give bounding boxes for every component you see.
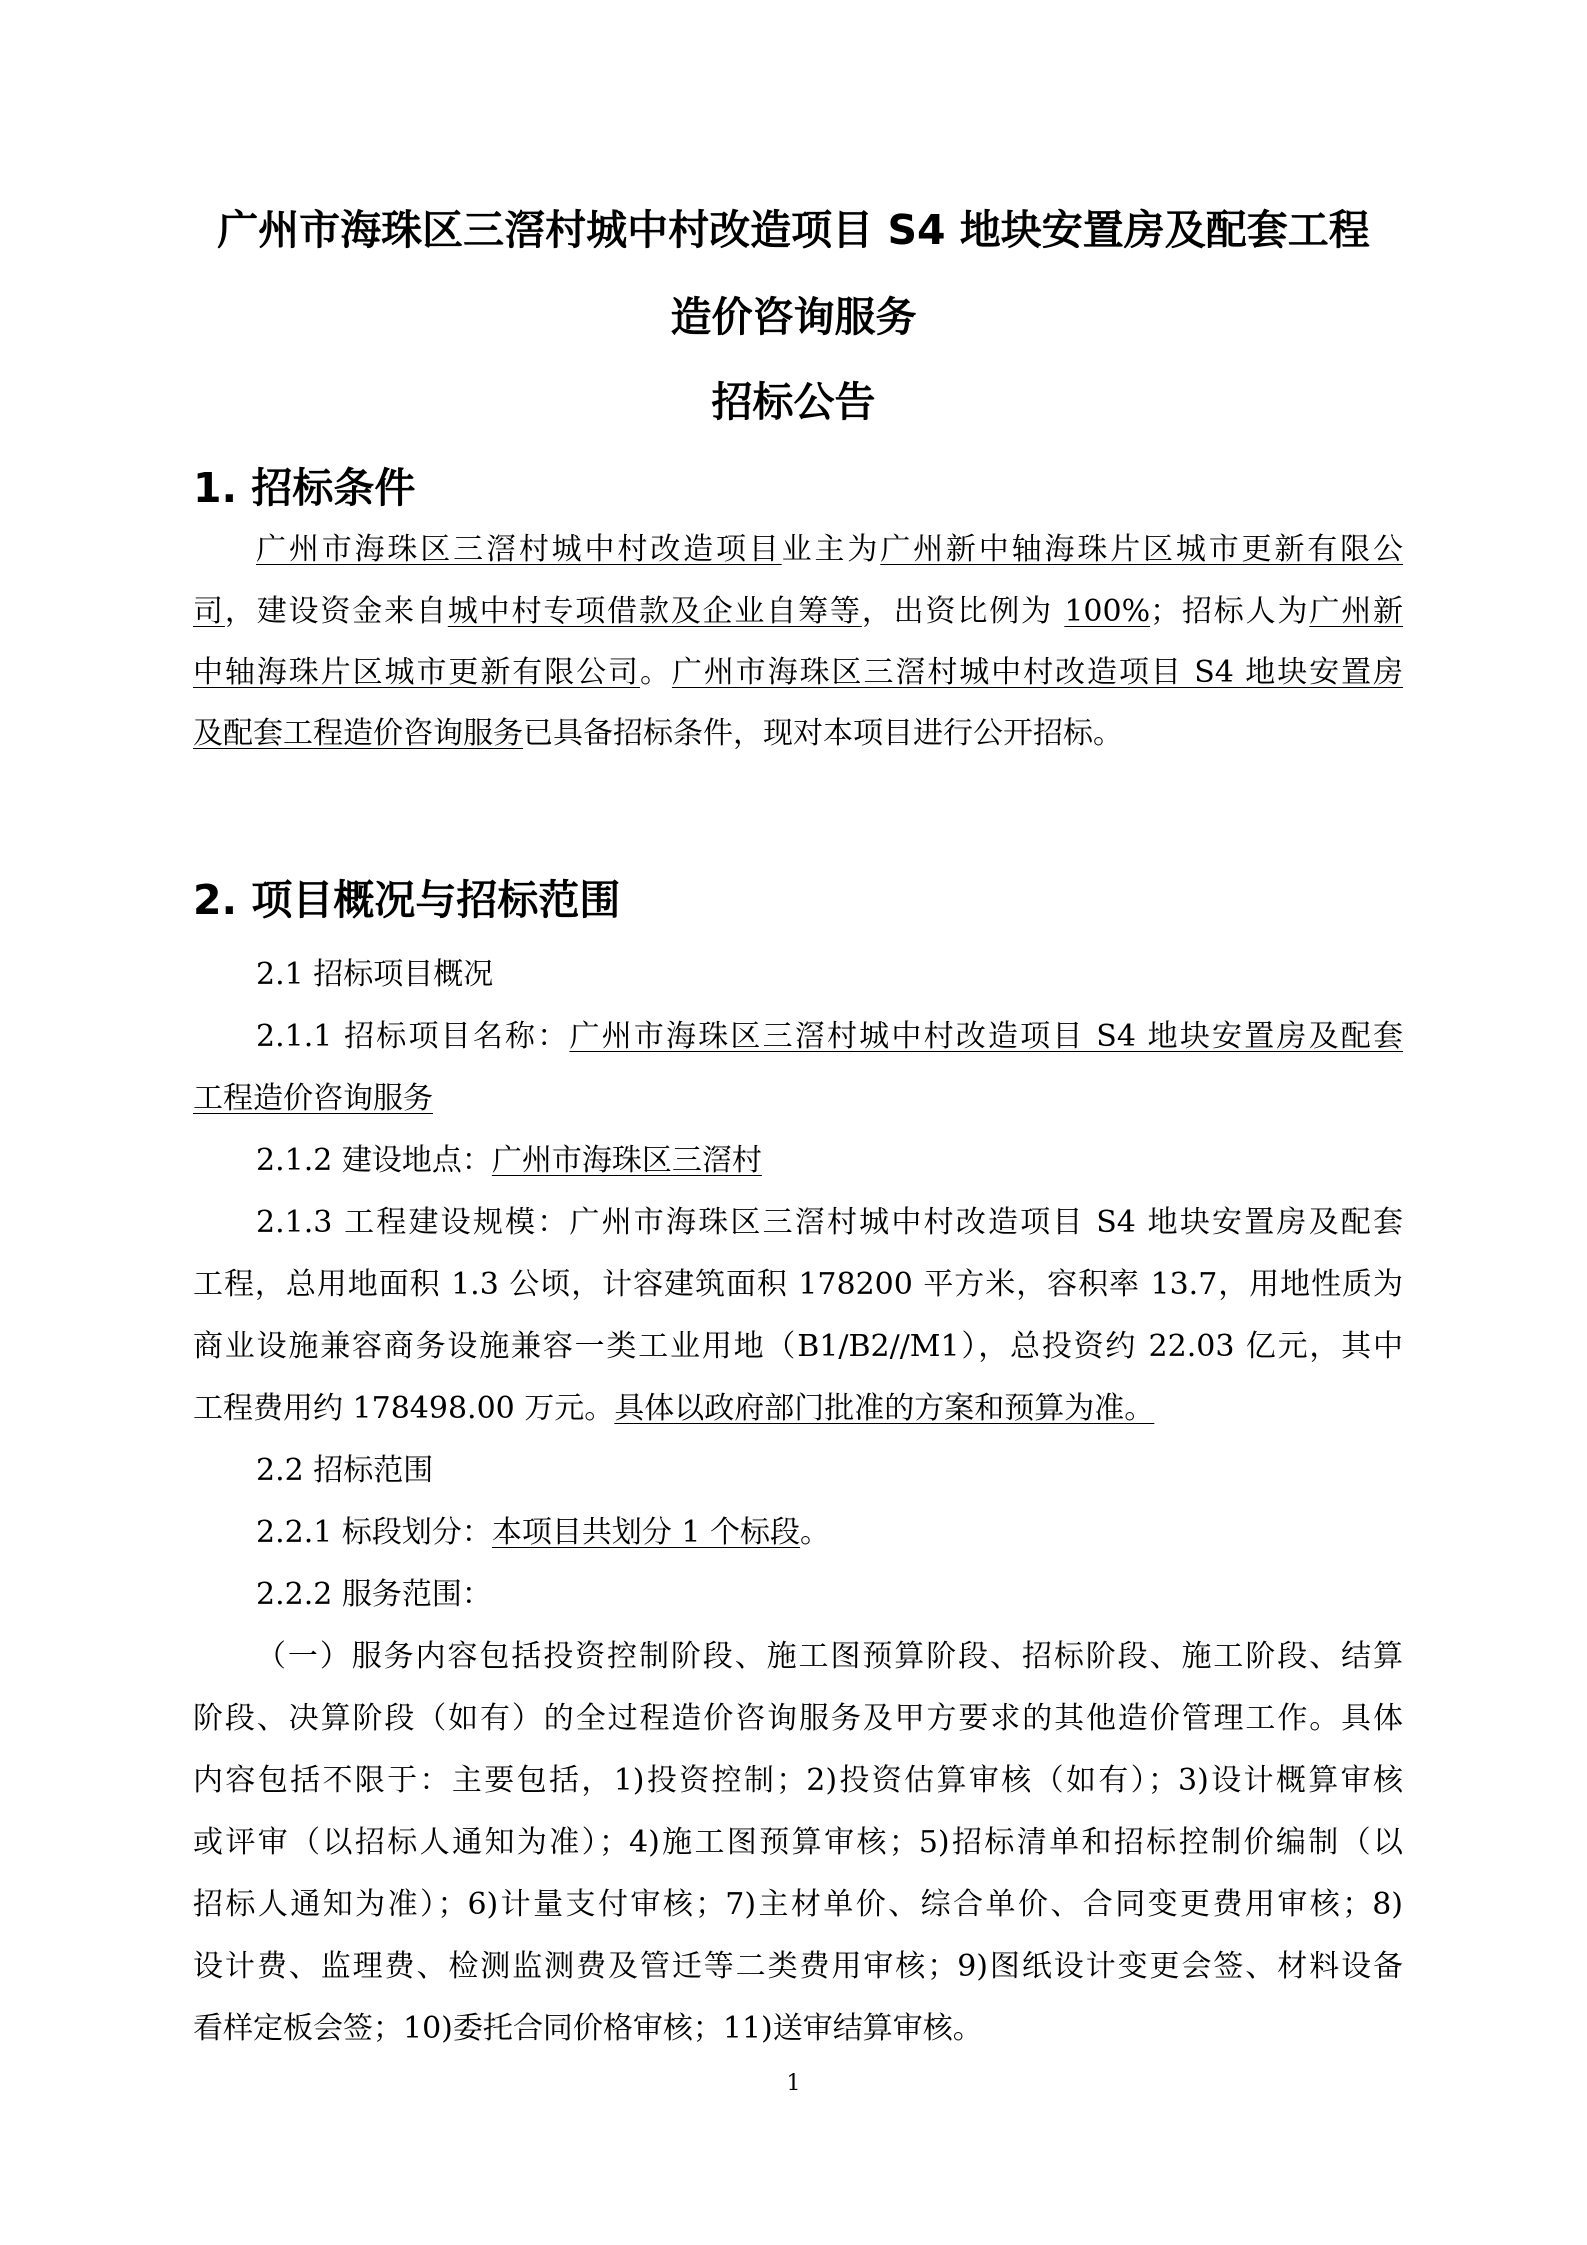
text: 。 bbox=[800, 1515, 831, 1550]
section1-line2 bbox=[193, 592, 1403, 632]
project-name-cont: 工程造价咨询服务 bbox=[193, 1081, 433, 1116]
label: 2.2.1 标段划分： bbox=[256, 1515, 492, 1550]
section-2-2-1 bbox=[256, 1513, 1403, 1553]
section-2-2-2-title: 2.2.2 服务范围： bbox=[256, 1577, 492, 1612]
service-name-ref-cont: 及配套工程造价咨询服务 bbox=[193, 716, 523, 751]
scope-line4: 或评审（以招标人通知为准）；4)施工图预算审核；5)招标清单和招标控制价编制（以 bbox=[193, 1825, 1403, 1860]
label: 2.1.2 建设地点： bbox=[256, 1143, 492, 1178]
scope-line1: （一）服务内容包括投资控制阶段、施工图预算阶段、招标阶段、施工阶段、结算 bbox=[256, 1639, 1403, 1674]
doc-title-line1: 广州市海珠区三滘村城中村改造项目 S4 地块安置房及配套工程 bbox=[217, 206, 1370, 254]
project-name: 广州市海珠区三滘村城中村改造项目 S4 地块安置房及配套 bbox=[569, 1019, 1404, 1054]
approval-note: 具体以政府部门批准的方案和预算为准。 bbox=[614, 1391, 1155, 1426]
doc-title-line2: 造价咨询服务 bbox=[670, 293, 917, 341]
text: ，出资比例为 bbox=[861, 594, 1065, 629]
section-2-1-3-line4 bbox=[193, 1389, 1403, 1429]
section1-line4 bbox=[193, 714, 1403, 754]
label: 2.1.1 招标项目名称： bbox=[256, 1019, 570, 1054]
text: ；招标人为 bbox=[1150, 594, 1310, 629]
section-2-1-1 bbox=[256, 1017, 1403, 1057]
text: 工程费用约 178498.00 万元。 bbox=[193, 1391, 615, 1426]
funding-source: 城中村专项借款及企业自筹等 bbox=[447, 594, 862, 629]
doc-title-line3: 招标公告 bbox=[711, 378, 876, 426]
section-2-1-title: 2.1 招标项目概况 bbox=[256, 957, 494, 992]
section2-heading: 2. 项目概况与招标范围 bbox=[193, 876, 621, 924]
project-name-ref: 广州市海珠区三滘村城中村改造项目 bbox=[256, 532, 782, 567]
section-2-1-3-line1: 2.1.3 工程建设规模：广州市海珠区三滘村城中村改造项目 S4 地块安置房及配套 bbox=[256, 1205, 1403, 1240]
section1-line1 bbox=[256, 530, 1403, 570]
service-name-ref: 广州市海珠区三滘村城中村改造项目 S4 地块安置房 bbox=[671, 655, 1404, 690]
construction-location: 广州市海珠区三滘村 bbox=[491, 1143, 762, 1178]
funding-ratio: 100% bbox=[1064, 594, 1151, 629]
lot-division: 本项目共划分 1 个标段 bbox=[491, 1515, 801, 1550]
scope-line3: 内容包括不限于：主要包括，1)投资控制；2)投资估算审核（如有）；3)设计概算审核 bbox=[193, 1763, 1403, 1798]
text: 业主为 bbox=[781, 532, 881, 567]
text: 。 bbox=[639, 655, 672, 690]
section-2-1-3-line3: 商业设施兼容商务设施兼容一类工业用地（B1/B2//M1），总投资约 22.03 亿元，其中 bbox=[193, 1329, 1403, 1364]
owner-ref-cont: 司 bbox=[193, 594, 225, 629]
page-number: 1 bbox=[786, 2071, 801, 2096]
owner-ref: 广州新中轴海珠片区城市更新有限公 bbox=[880, 532, 1404, 567]
scope-line6: 设计费、监理费、检测监测费及管迁等二类费用审核；9)图纸设计变更会签、材料设备 bbox=[193, 1949, 1403, 1984]
scope-line7: 看样定板会签；10)委托合同价格审核；11)送审结算审核。 bbox=[193, 2011, 983, 2046]
section1-line3 bbox=[193, 653, 1403, 693]
section-2-1-3-line2: 工程，总用地面积 1.3 公顷，计容建筑面积 178200 平方米，容积率 13.7，用地性质为 bbox=[193, 1267, 1403, 1302]
section-2-2-title: 2.2 招标范围 bbox=[256, 1453, 434, 1488]
section-2-1-2 bbox=[256, 1141, 1403, 1181]
scope-line2: 阶段、决算阶段（如有）的全过程造价咨询服务及甲方要求的其他造价管理工作。具体 bbox=[193, 1701, 1403, 1736]
section-2-1-1-cont bbox=[193, 1079, 1403, 1119]
text: 已具备招标条件，现对本项目进行公开招标。 bbox=[523, 716, 1123, 751]
section1-heading: 1. 招标条件 bbox=[193, 464, 416, 512]
scope-line5: 招标人通知为准）；6)计量支付审核；7)主材单价、综合单价、合同变更费用审核；8) bbox=[193, 1887, 1403, 1922]
tenderer-ref: 广州新 bbox=[1309, 594, 1404, 629]
tenderer-ref-cont: 中轴海珠片区城市更新有限公司 bbox=[193, 655, 640, 690]
text: ，建设资金来自 bbox=[224, 594, 448, 629]
